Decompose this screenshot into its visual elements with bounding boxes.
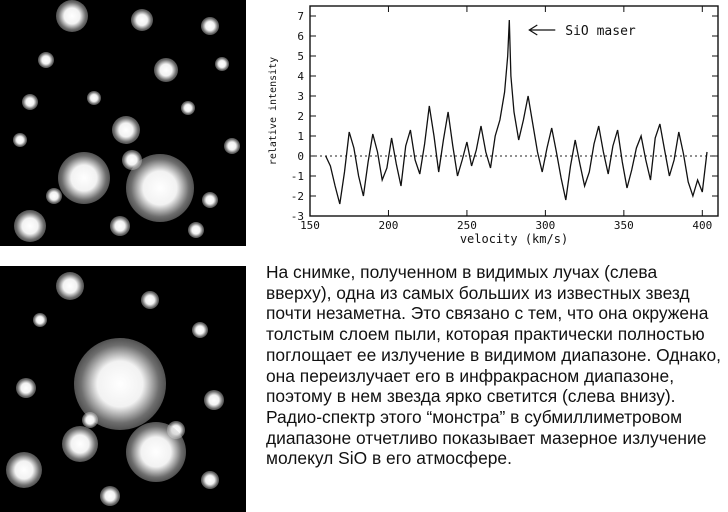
star-blob — [181, 101, 195, 115]
x-tick-label: 300 — [535, 219, 556, 232]
star-blob — [112, 116, 140, 144]
y-tick-label: -1 — [290, 170, 304, 183]
star-blob — [201, 471, 219, 489]
infrared-image — [0, 266, 246, 512]
x-axis-label: velocity (km/s) — [459, 232, 569, 246]
star-blob — [58, 152, 110, 204]
y-tick-label: -3 — [290, 210, 304, 223]
star-blob — [6, 452, 42, 488]
star-blob — [192, 322, 208, 338]
x-tick-label: 400 — [692, 219, 713, 232]
spectrum-svg — [258, 0, 728, 250]
y-axis-label: relative intensity — [268, 56, 279, 166]
annotation-label: SiO maser — [565, 24, 636, 39]
y-tick-label: 2 — [297, 110, 304, 123]
y-tick-label: -2 — [290, 190, 304, 203]
star-blob — [56, 0, 88, 32]
star-blob — [100, 486, 120, 506]
star-blob — [13, 133, 27, 147]
star-blob — [56, 272, 84, 300]
star-blob — [33, 313, 47, 327]
description-paragraph: На снимке, полученном в видимых лучах (слева вверху), одна из самых больших из известных звезд почти незаметна. Это связано с тем, что она окружена толстым слоем пыли, которая практически полностью поглощает ее излучение в видимом диапазоне. Однако, она переизлучает его в инфракрасном диапазоне, поэтому в нем звезда ярко светится (слева внизу). Радио-спектр этого “монстра” в субмиллиметровом диапазоне отчетливо показывает мазерное излучение молекул SiO в его атмосфере. — [266, 262, 721, 469]
x-axis — [300, 6, 712, 232]
star-blob — [62, 426, 98, 462]
star-blob — [110, 216, 130, 236]
x-tick-label: 200 — [378, 219, 399, 232]
star-blob — [188, 222, 204, 238]
x-tick-label: 250 — [456, 219, 477, 232]
star-blob — [46, 188, 62, 204]
star-blob — [126, 422, 186, 482]
star-blob — [204, 390, 224, 410]
star-blob — [141, 291, 159, 309]
annotation-sio-maser — [529, 24, 636, 39]
visible-light-image — [0, 0, 246, 246]
y-tick-label: 1 — [297, 130, 304, 143]
star-blob — [16, 378, 36, 398]
star-blob — [14, 210, 46, 242]
y-axis — [291, 10, 718, 223]
y-tick-label: 6 — [297, 30, 304, 43]
y-tick-label: 3 — [297, 90, 304, 103]
y-tick-label: 7 — [297, 10, 304, 23]
star-blob — [202, 192, 218, 208]
star-blob — [126, 154, 194, 222]
y-tick-label: 5 — [297, 50, 304, 63]
spectrum-chart — [258, 0, 728, 250]
star-blob — [131, 9, 153, 31]
star-blob — [22, 94, 38, 110]
x-tick-label: 350 — [613, 219, 634, 232]
y-tick-label: 0 — [297, 150, 304, 163]
star-blob — [87, 91, 101, 105]
y-tick-label: 4 — [297, 70, 304, 83]
star-blob — [201, 17, 219, 35]
series-line-sio-spectrum — [326, 20, 707, 204]
star-blob — [154, 58, 178, 82]
star-blob — [38, 52, 54, 68]
star-blob — [224, 138, 240, 154]
x-tick-label: 150 — [300, 219, 320, 232]
star-blob — [215, 57, 229, 71]
